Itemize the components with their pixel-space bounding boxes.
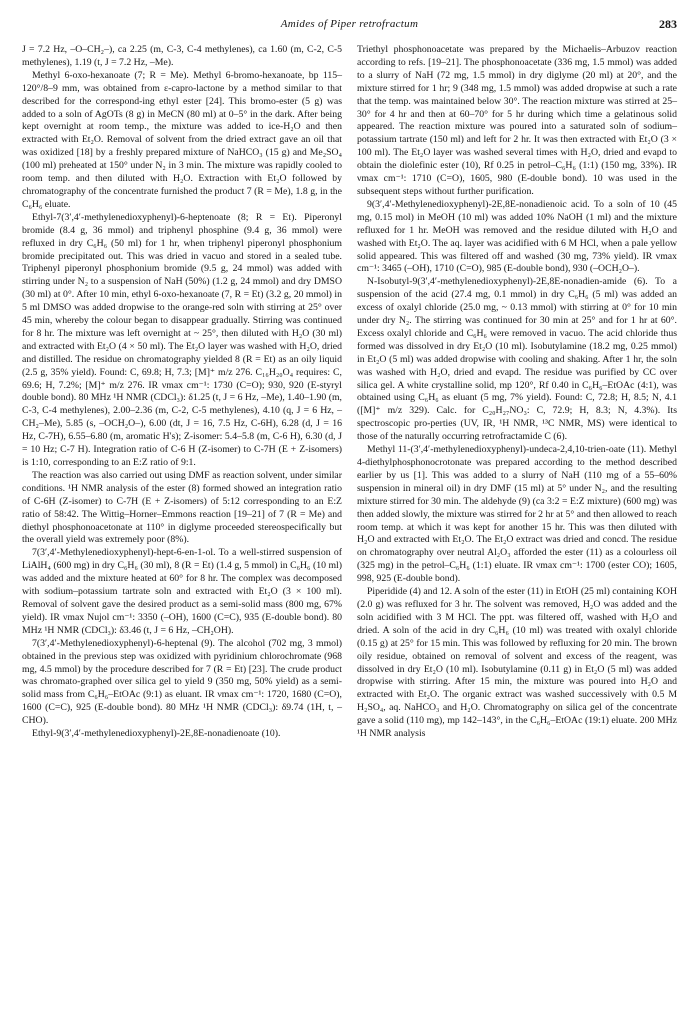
left-column [22, 44, 342, 741]
paragraph: Methyl 6-oxo-hexanoate (7; R = Me). Methyl 6-bromo-hexanoate, bp 115–120°/8–9 mm, was obtained from ε-capro-lactone by a method similar to that described for the correspond-ing ethyl ester [24]. This bromo-ester (5 g) was added to a soln of AgOTs (8 g) in MeCN (80 ml) at 0–5° in the dark. After being kept overnight at room temp., the mixture was added to ice-H₂O and then extracted with Et₂O. Removal of solvent from the dried extract gave an oil that was oxidized [18] by a freshly prepared mixture of NaHCO₃ (15 g) and Me₂SO₄ (100 ml) preheated at 150° under N₂ in 3 min. The mixture was rapidly cooled to room temp. and then diluted with H₂O. Extraction with Et₂O followed by chromatography of the concentrate furnished the product 7 (R = Me), 1.8 g, in the C₆H₆ eluate. [22, 69, 342, 210]
paragraph: Methyl 11-(3′,4′-methylenedioxyphenyl)-undeca-2,4,10-trien-oate (11). Methyl 4-diethylphosphonocrotonate was prepared according to the method described earlier by us [1]. This was added to a slurry of NaH (110 mg of a 55–60% suspension in mineral oil) in dry DMF (15 ml) at 5° under N₂, and the resulting mixture stirred for 30 min. The aldehyde (9) (ca 3:2 = E:Z mixture) (600 mg) was then added slowly, the mixture was stirred for 2 hr at 5° and then allowed to reach room temp. at which it was kept for another 15 hr. This was then diluted with H₂O and extracted with Et₂O. The Et₂O extract was dried and concd. The residue on chromatography over neutral Al₂O₃ afforded the ester (11) as a colourless oil (325 mg) in the petrol–C₆H₆ (1:1) eluate. IR νmax cm⁻¹: 1700 (ester CO); 1605, 998, 925 (E-double bond). [357, 444, 677, 585]
paragraph: J = 7.2 Hz, –O–CH₂–), ca 2.25 (m, C-3, C-4 methylenes), ca 1.60 (m, C-2, C-5 methylenes), 1.19 (t, J = 7.2 Hz, –Me). [22, 44, 342, 68]
paragraph: N-Isobutyl-9(3′,4′-methylenedioxyphenyl)-2E,8E-nonadien-amide (6). To a suspension of the acid (27.4 mg, 0.1 mmol) in dry C₆H₆ (5 ml) was added an excess of oxalyl chloride (25.0 mg, ~ 0.13 mmol) with stirring at 0° for 10 min under dry N₂. The stirring was continued for 30 min at 25° and for 1 hr at 60°. Excess oxalyl chloride and C₆H₆ were removed in vacuo. The acid chloride thus formed was dissolved in dry Et₂O (10 ml). Isobutylamine (18.2 mg, 0.25 mmol) in Et₂O (5 ml) was added dropwise with cooling and shaking. After 1 hr, the soln was washed with H₂O, dried and evapd. The residue was purified by CC over silica gel. A white crystalline solid, mp 120°, Rf 0.40 in C₆H₆–EtOAc (4:1), was obtained using C₆H₆ as eluant (5 mg, 7% yield). Found: C, 72.8; H, 8.5; N, 4.1 ([M]⁺ m/z 329). Calc. for C₂₀H₂₇NO₃: C, 72.9; H, 8.3; N, 4.3%). Its spectroscopic pro-perties (UV, IR, ¹H NMR, ¹³C NMR, MS) were identical to those of the naturally occurring retrofractamide C (6). [357, 276, 677, 443]
paragraph: 9(3′,4′-Methylenedioxyphenyl)-2E,8E-nonadienoic acid. To a soln of 10 (45 mg, 0.15 mol) in MeOH (10 ml) was added 10% NaOH (1 ml) and the mixture refluxed for 1 hr. MeOH was removed and the residue diluted with H₂O and washed with Et₂O. The aq. layer was acidified with 6 M HCl, when a pale yellow solid appeared. This was filtered off and washed (30 mg, 73% yield). IR νmax cm⁻¹: 3465 (–OH), 1710 (C=O), 985 (E-double bond), 930 (–OCH₂O–). [357, 198, 677, 275]
paragraph: The reaction was also carried out using DMF as reaction solvent, under similar conditions. ¹H NMR analysis of the ester (8) formed showed an integration ratio of C-6H (Z-isomer) to C-7H (E + Z-isomers) of 5:12 corresponding to an E:Z ratio of 58:42. The Wittig–Horner–Emmons reaction [19–21] of 7 (R = Me) and diethyl phosphonoacetonate at 110° in diglyme proceeded stereospecifically but the overall yield was extremely poor (8%). [22, 469, 342, 546]
right-column [357, 44, 677, 741]
paragraph: Piperidide (4) and 12. A soln of the ester (11) in EtOH (25 ml) containing KOH (2.0 g) was refluxed for 3 hr. The solvent was removed, H₂O was added and the soln acidified with 3 M HCl. The ppt. was filtered off, washed with H₂O and dried. A soln of the acid in dry C₆H₆ (10 ml) was treated with oxalyl chloride (0.15 g) at 25° for 15 min. This was followed by refluxing for 20 min. The brown oily residue, obtained on removal of solvent and excess of the reagent, was dissolved in dry Et₂O (10 ml). Isobutylamine (0.11 g) in Et₂O (5 ml) was added dropwise with stirring. After 15 min, the mixture was poured into H₂O and extracted with Et₂O. The organic extract was washed successively with 0.5 M H₂SO₄, aq. NaHCO₃ and H₂O. Chromatography on silica gel of the concentrate gave a solid (110 mg), mp 142–143°, in the C₆H₆–EtOAc (19:1) eluate. 200 MHz ¹H NMR analysis [357, 586, 677, 740]
paragraph: 7(3′,4′-Methylenedioxyphenyl)-6-heptenal (9). The alcohol (702 mg, 3 mmol) obtained in the previous step was oxidized with pyridinium chlorochromate (968 mg, 4.5 mmol) by the procedure described for 7 (R = Et) [23]. The crude product was chromato-graphed over silica gel to yield 9 (350 mg, 50% yield) as a semi-solid mass from C₆H₆–EtOAc (9:1) as eluant. IR νmax cm⁻¹: 1720, 1680 (C=O), 1600 (C=C), 925 (E-double bond). 80 MHz ¹H NMR (CDCl₃): δ9.74 (1H, t, –CHO). [22, 637, 342, 727]
paragraph: Triethyl phosphonoacetate was prepared by the Michaelis–Arbuzov reaction according to refs. [19–21]. The phosphonoacetate (336 mg, 1.5 mmol) was added to a slurry of NaH (72 mg, 1.5 mmol) in dry diglyme (20 ml) at 20°, and the mixture stirred for 1 hr; 9 (348 mg, 1.5 mmol) was added dropwise at such a rate that the temp. was maintained below 30°. The reaction mixture was stirred at 25–30° for 4 hr and then at 60–70° for 5 hr during which time a gelatinous solid appeared. The reaction mixture was poured into a saturated soln of sodium–potassium tartrate (150 ml) and left for 2 hr. It was then extracted with Et₂O (3 × 100 ml). The Et₂O layer was washed several times with H₂O, dried and evapd to obtain the diolefinic ester (10), Rf 0.25 in petrol–C₆H₆ (1:1) (150 mg, 33%). IR νmax cm⁻¹: 1710 (C=O), 1605, 980 (E-double bond). 10 was used in the subsequent steps without further purification. [357, 44, 677, 197]
running-title: Amides of Piper retrofractum [280, 18, 419, 30]
page-header [22, 16, 677, 34]
paragraph: Ethyl-9(3′,4′-methylenedioxyphenyl)-2E,8E-nonadienoate (10). [32, 728, 281, 740]
page-number: 283 [659, 17, 677, 31]
paragraph: Ethyl-7(3′,4′-methylenedioxyphenyl)-6-heptenoate (8; R = Et). Piperonyl bromide (8.4 g, 36 mmol) and triphenyl phosphine (9.4 g, 36 mmol) were refluxed in dry C₆H₆ (50 ml) for 1 hr, when triphenyl piperonyl phosphonium bromide precipitated out. This was dried in vacuo and stored in a sealed tube. Triphenyl piperonyl phosphonium bromide (9.5 g, 24 mmol) was added with stirring under N₂ to a suspension of NaH (50%) (1.2 g, 24 mmol) and dry DMSO (30 ml) at 0°. After 10 min, ethyl 6-oxo-hexanoate (7, R = Et) (3.2 g, 20 mmol) in 5 ml DMSO was added dropwise to the orange-red soln with stirring at 25° over 45 min, whereby the colour began to disappear gradually. Stirring was continued for 8 hr. The mixture was left overnight at ~ 25°, then diluted with H₂O (30 ml) and extracted with Et₂O (4 × 50 ml). The Et₂O layer was washed with H₂O, dried and distilled. The residue on chromatography yielded 8 (R = Et) as an oily liquid (2.5 g, 35% yield). Found: C, 69.8; H, 7.3; [M]⁺ m/z 276. C₁₆H₂₀O₄ requires: C, 69.6; H, 7.2%; [M]⁺ m/z 276. IR νmax cm⁻¹: 1730 (C=O); 930, 920 (E-styryl double bond). 80 MHz ¹H NMR (CDCl₃): δ1.25 (t, J = 6 Hz, –Me), 1.40–1.90 (m, C-3, C-4 methylenes), 2.00–2.36 (m, C-2, C-5 methylenes), 4.10 (q, J = 6 Hz, –CH₂–Me), 5.85 (s, –OCH₂O–), 6.00 (dt, J = 16, 7.5 Hz, C-6H), 6.28 (d, J = 16 Hz, C-7H), 6.55–6.80 (m, aromatic H's); Z-isomer: 5.4–5.8 (m, C-6 H), 6.30 (d, J = 10 Hz; C-7 H). Integration ratio of C-6 H (Z-isomer) to C-7H (E + Z-isomers) is 1:10, corresponding to an E:Z ratio of 9:1. [22, 211, 342, 468]
paragraph: 7(3′,4′-Methylenedioxyphenyl)-hept-6-en-1-ol. To a well-stirred suspension of LiAlH₄ (600 mg) in dry C₆H₆ (30 ml), 8 (R = Et) (1.4 g, 5 mmol) in C₆H₆ (10 ml) was added and the mixture heated at 60° for 8 hr. The complex was decomposed with sodium–potassium tartrate soln and extracted with Et₂O (3 × 100 ml). Removal of solvent gave the desired product as a semi-solid mass (800 mg, 67% yield). IR νmax Nujol cm⁻¹: 3350 (–OH), 1600 (C=C), 935 (E-double bond). 80 MHz ¹H NMR (CDCl₃): δ3.46 (t, J = 6 Hz, –CH₂OH). [22, 547, 342, 636]
